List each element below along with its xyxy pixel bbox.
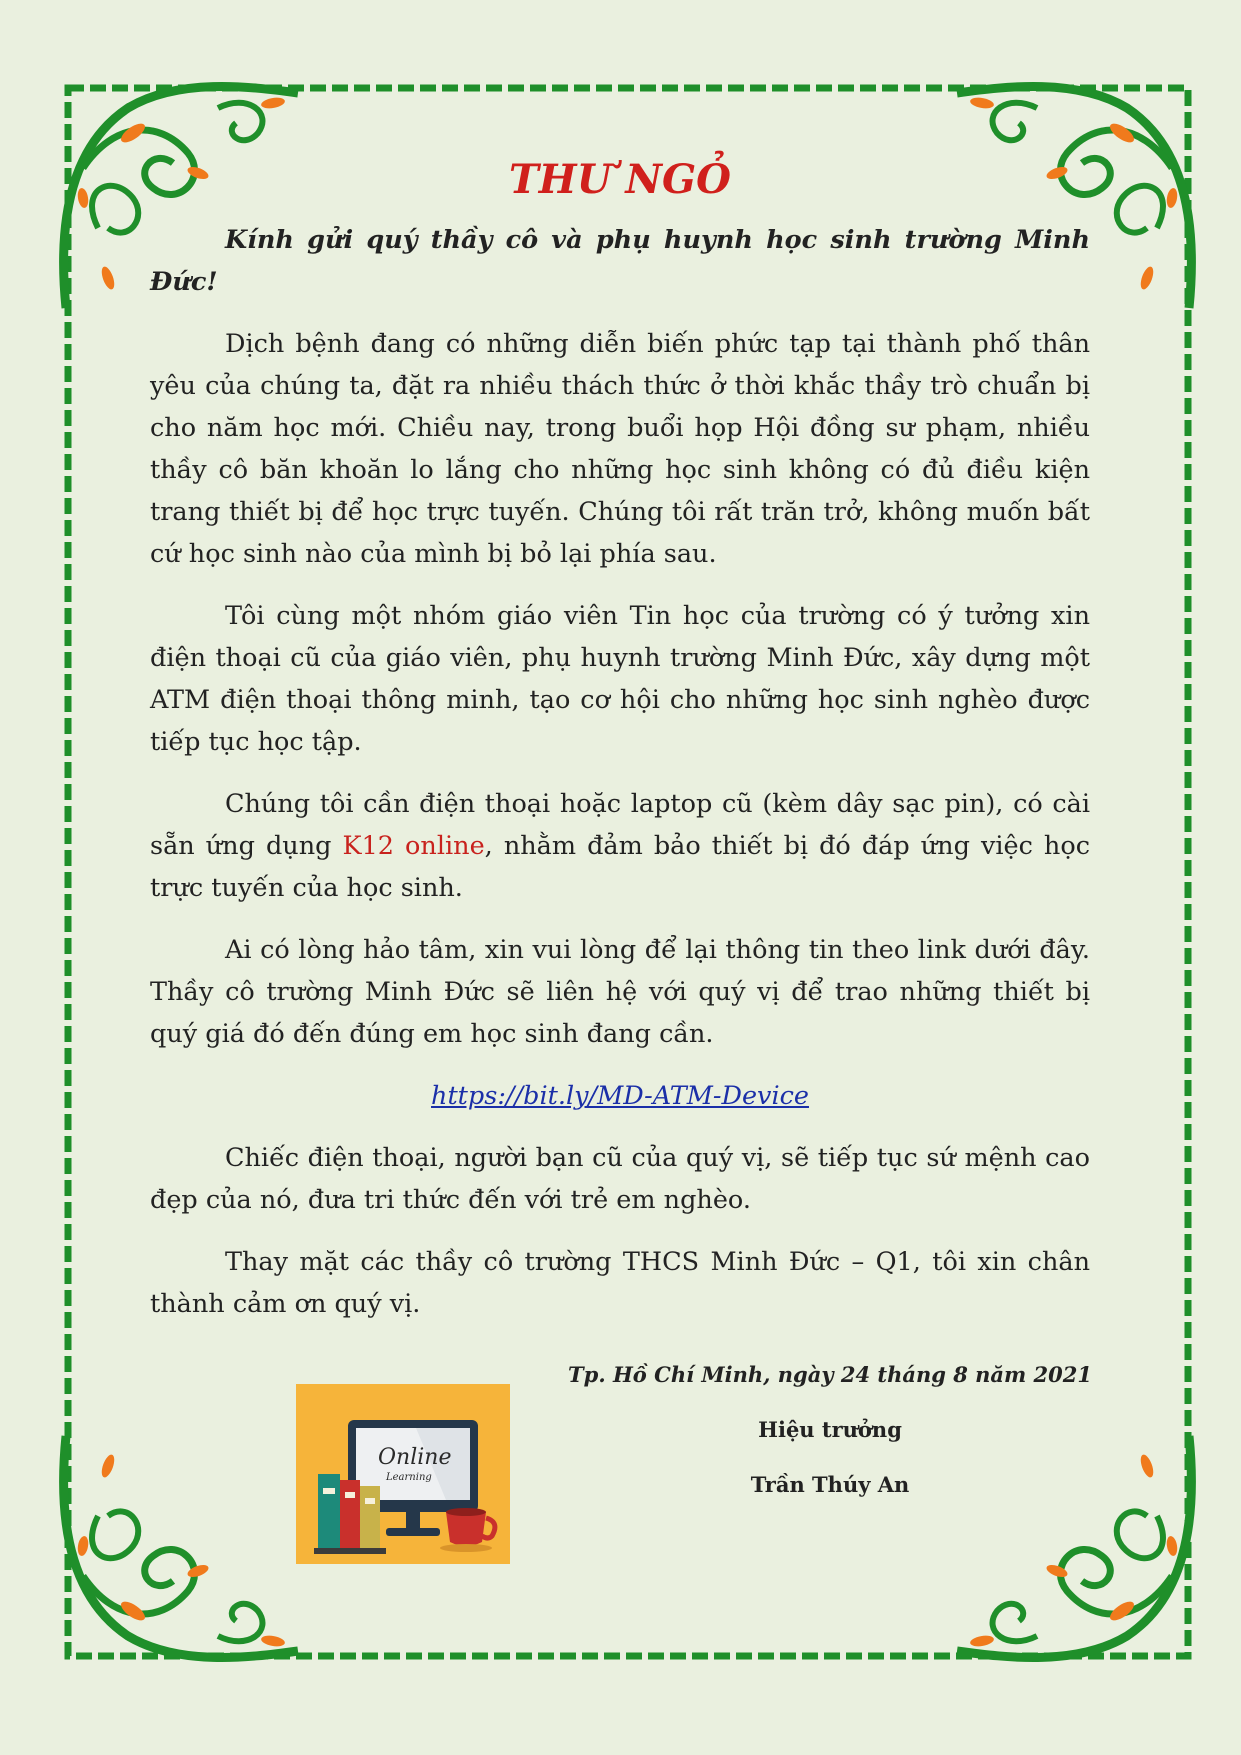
- letter-date: Tp. Hồ Chí Minh, ngày 24 tháng 8 năm 2021: [568, 1362, 1092, 1387]
- letter-greeting: Kính gửi quý thầy cô và phụ huynh học sinh trường Minh Đức!: [150, 225, 1090, 297]
- letter-title: THƯ NGỎ: [509, 156, 731, 203]
- paragraph-3: [150, 783, 1090, 909]
- link-row: [150, 1075, 1090, 1117]
- screen-text: Online: [378, 1445, 452, 1470]
- paragraph-6: Thay mặt các thầy cô trường THCS Minh Đức – Q1, tôi xin chân thành cảm ơn quý vị.: [150, 1247, 1090, 1319]
- paragraph-3-text-end: , nhằm đảm bảo thiết bị đó đáp ứng việc học trực tuyến của học sinh.: [150, 831, 1090, 903]
- online-learning-illustration: [296, 1384, 510, 1564]
- paragraph-2: Tôi cùng một nhóm giáo viên Tin học của trường có ý tưởng xin điện thoại cũ của giáo viên, phụ huynh trường Minh Đức, xây dựng một ATM điện thoại thông minh, tạo cơ hội cho những học sinh nghèo được tiếp tục học tập.: [150, 601, 1090, 757]
- paragraph-1: Dịch bệnh đang có những diễn biến phức tạp tại thành phố thân yêu của chúng ta, đặt ra nhiều thách thức ở thời khắc thầy trò chuẩn bị cho năm học mới. Chiều nay, trong buổi họp Hội đồng sư phạm, nhiều thầy cô băn khoăn lo lắng cho những học sinh không có đủ điều kiện trang thiết bị để học trực tuyến. Chúng tôi rất trăn trở, không muốn bất cứ học sinh nào của mình bị bỏ lại phía sau.: [150, 329, 1090, 569]
- signer-name: Trần Thúy An: [750, 1472, 910, 1497]
- paragraph-4: Ai có lòng hảo tâm, xin vui lòng để lại thông tin theo link dưới đây. Thầy cô trường Minh Đức sẽ liên hệ với quý vị để trao những thiết bị quý giá đó đến đúng em học sinh đang cần.: [150, 935, 1090, 1049]
- screen-subtext: Learning: [386, 1472, 432, 1483]
- paragraph-3-text-start: Chúng tôi cần điện thoại hoặc laptop cũ (kèm dây sạc pin), có cài sẵn ứng dụng: [150, 789, 1090, 861]
- corner-ornament-bottom-left: [64, 1436, 298, 1658]
- app-name-highlight: K12 online: [342, 831, 485, 861]
- registration-link[interactable]: https://bit.ly/MD-ATM-Device: [431, 1081, 809, 1111]
- letter-body: [150, 140, 1090, 1345]
- paragraph-5: Chiếc điện thoại, người bạn cũ của quý vị, sẽ tiếp tục sứ mệnh cao đẹp của nó, đưa tri thức đến với trẻ em nghèo.: [150, 1143, 1090, 1215]
- signature-block: [565, 1362, 1095, 1527]
- signer-role: Hiệu trưởng: [758, 1417, 902, 1442]
